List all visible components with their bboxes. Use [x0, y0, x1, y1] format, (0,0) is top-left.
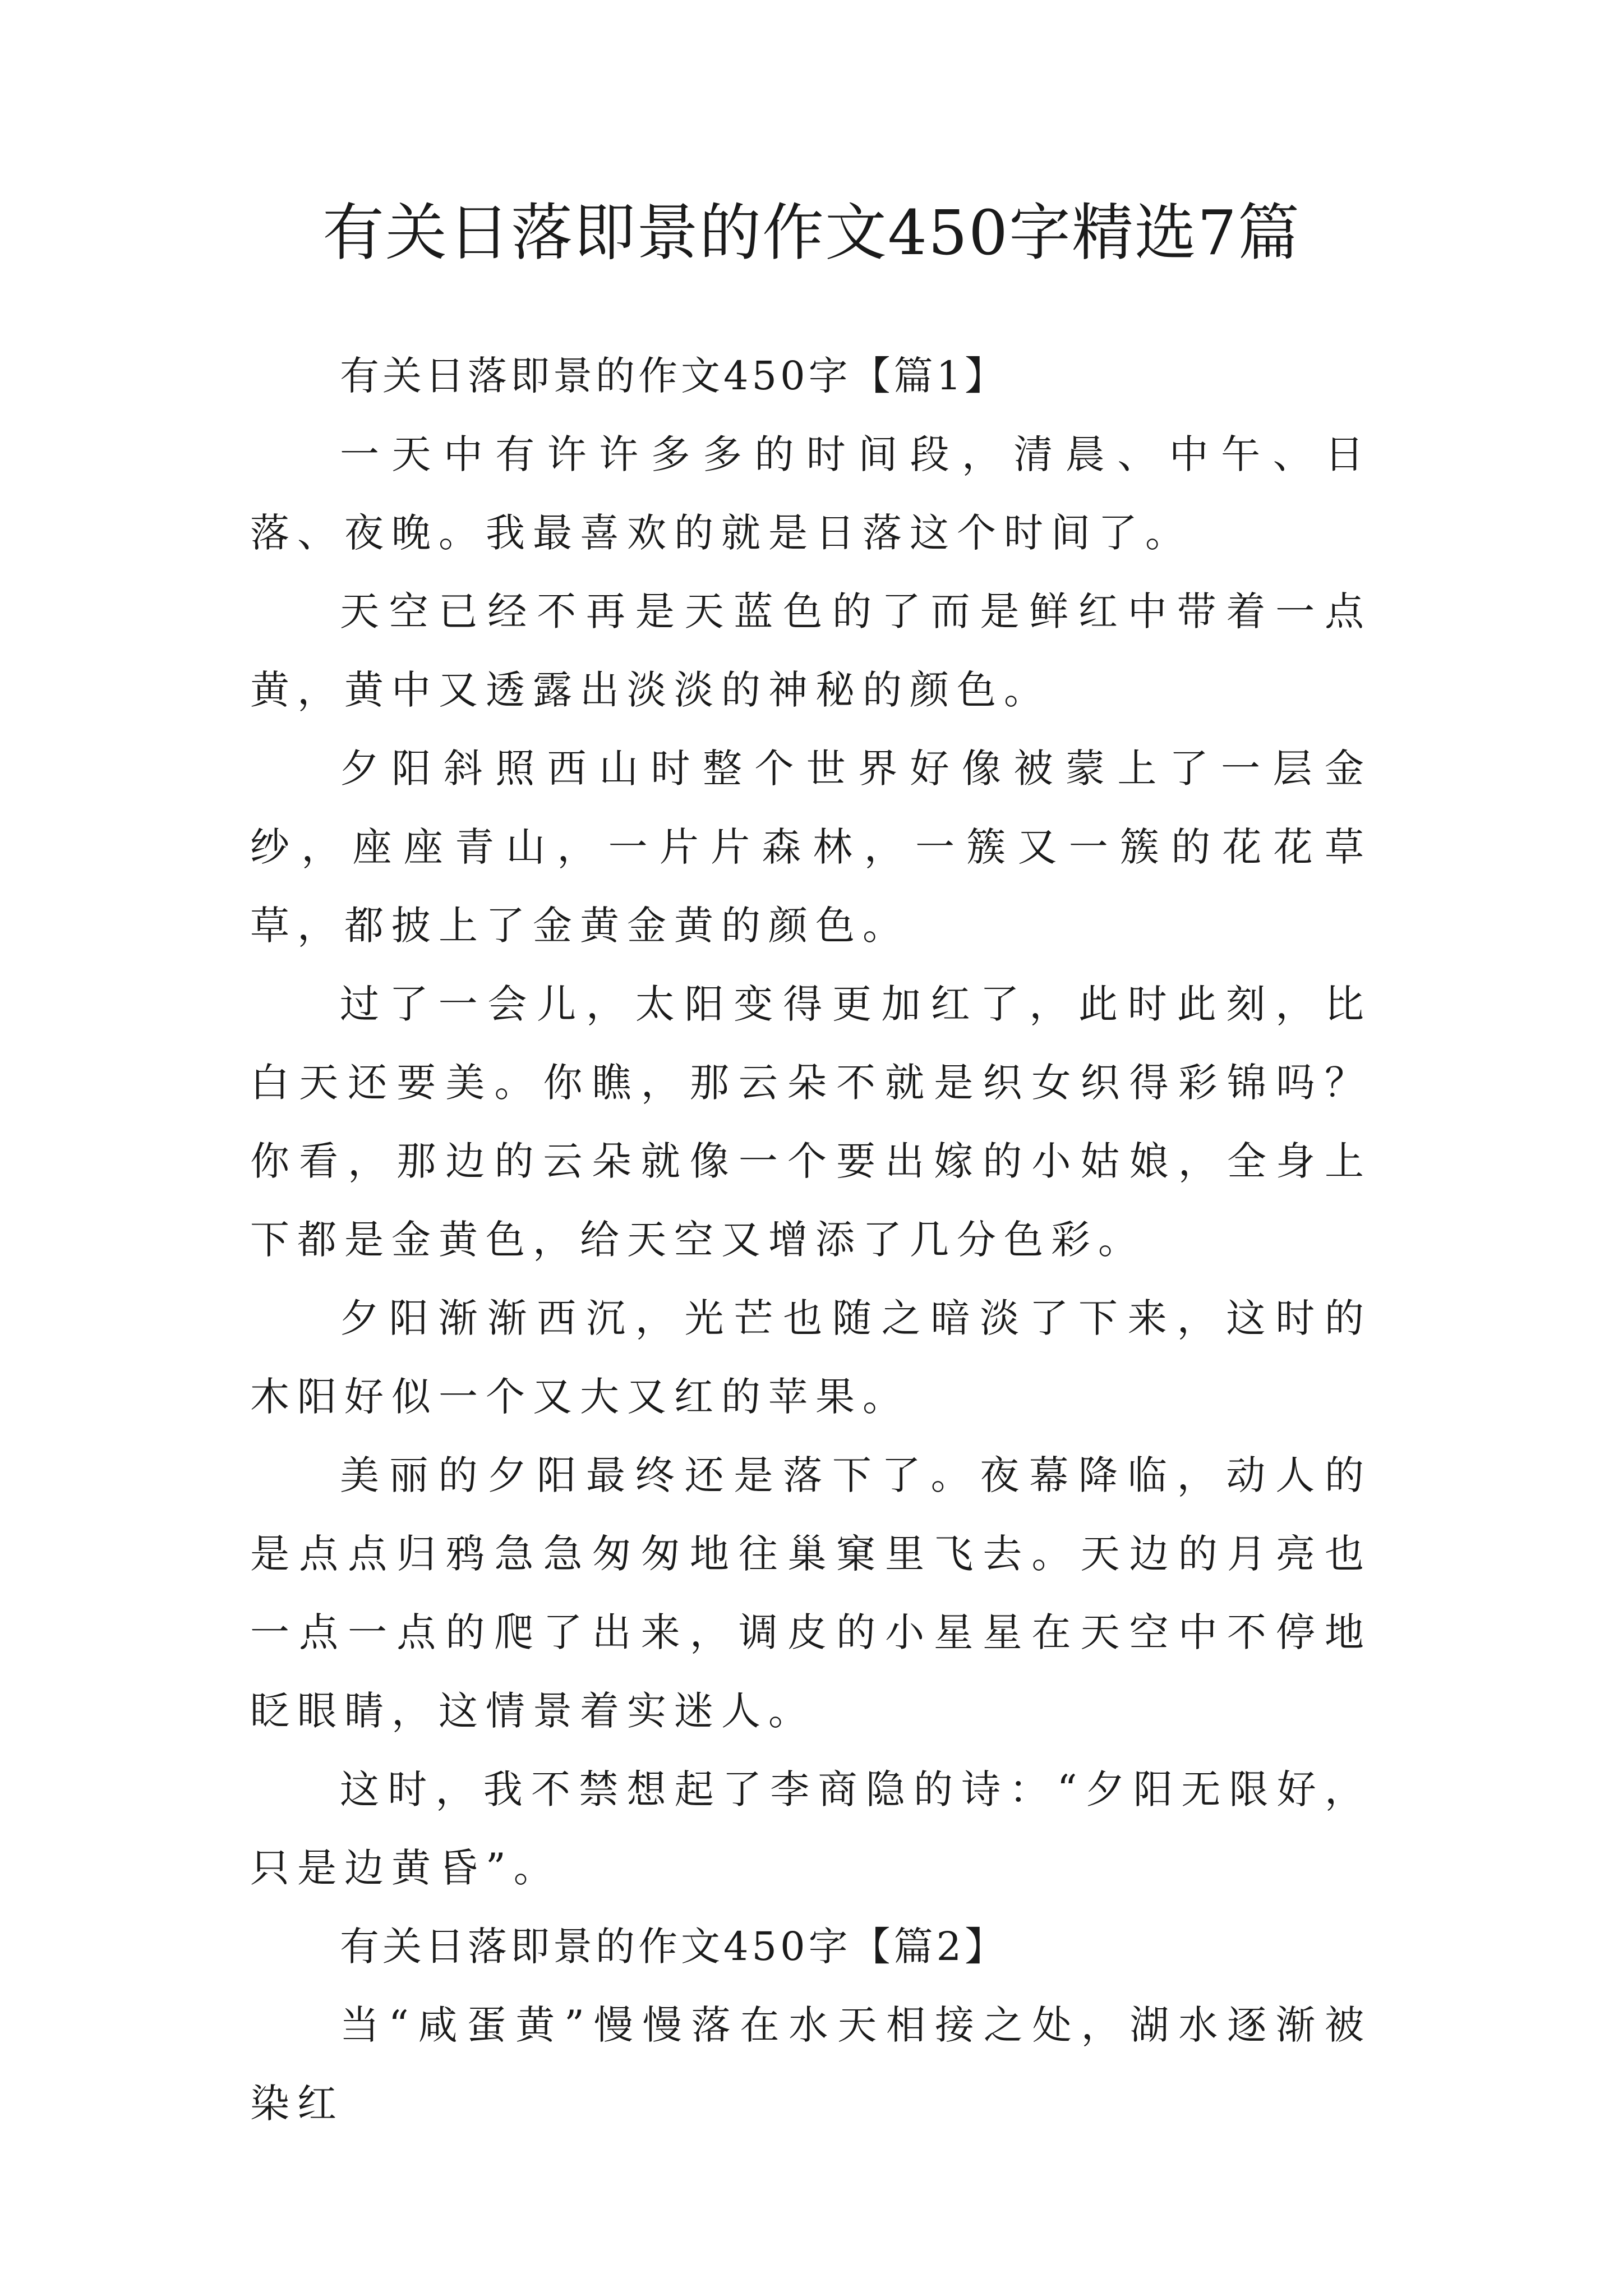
paragraph: 一天中有许许多多的时间段，清晨、中午、日落、夜晚。我最喜欢的就是日落这个时间了。	[250, 431, 1372, 556]
paragraph: 夕阳渐渐西沉，光芒也随之暗淡了下来，这时的木阳好似一个又大又红的苹果。	[250, 1295, 1372, 1420]
paragraph: 天空已经不再是天蓝色的了而是鲜红中带着一点黄，黄中又透露出淡淡的神秘的颜色。	[250, 588, 1372, 713]
section-heading-1: 有关日落即景的作文450字【篇1】	[340, 353, 1008, 399]
paragraph: 这时，我不禁想起了李商隐的诗：“夕阳无限好，只是边黄昏”。	[250, 1766, 1372, 1891]
document-title: 有关日落即景的作文450字精选7篇	[322, 197, 1301, 269]
paragraph: 夕阳斜照西山时整个世界好像被蒙上了一层金纱，座座青山，一片片森林，一簇又一簇的花花草草，都披上了金黄金黄的颜色。	[250, 746, 1372, 949]
paragraph: 过了一会儿，太阳变得更加红了，此时此刻，比白天还要美。你瞧，那云朵不就是织女织得彩锦吗？你看，那边的云朵就像一个要出嫁的小姑娘，全身上下都是金黄色，给天空又增添了几分色彩。	[250, 981, 1372, 1263]
paragraph: 美丽的夕阳最终还是落下了。夜幕降临，动人的是点点归鸦急急匆匆地往巢窠里飞去。天边的月亮也一点一点的爬了出来，调皮的小星星在天空中不停地眨眼睛，这情景着实迷人。	[250, 1452, 1372, 1734]
document-body	[250, 337, 1372, 2143]
section-heading-2: 有关日落即景的作文450字【篇2】	[340, 1924, 1008, 1970]
paragraph: 当“咸蛋黄”慢慢落在水天相接之处，湖水逐渐被染红	[250, 2002, 1372, 2127]
